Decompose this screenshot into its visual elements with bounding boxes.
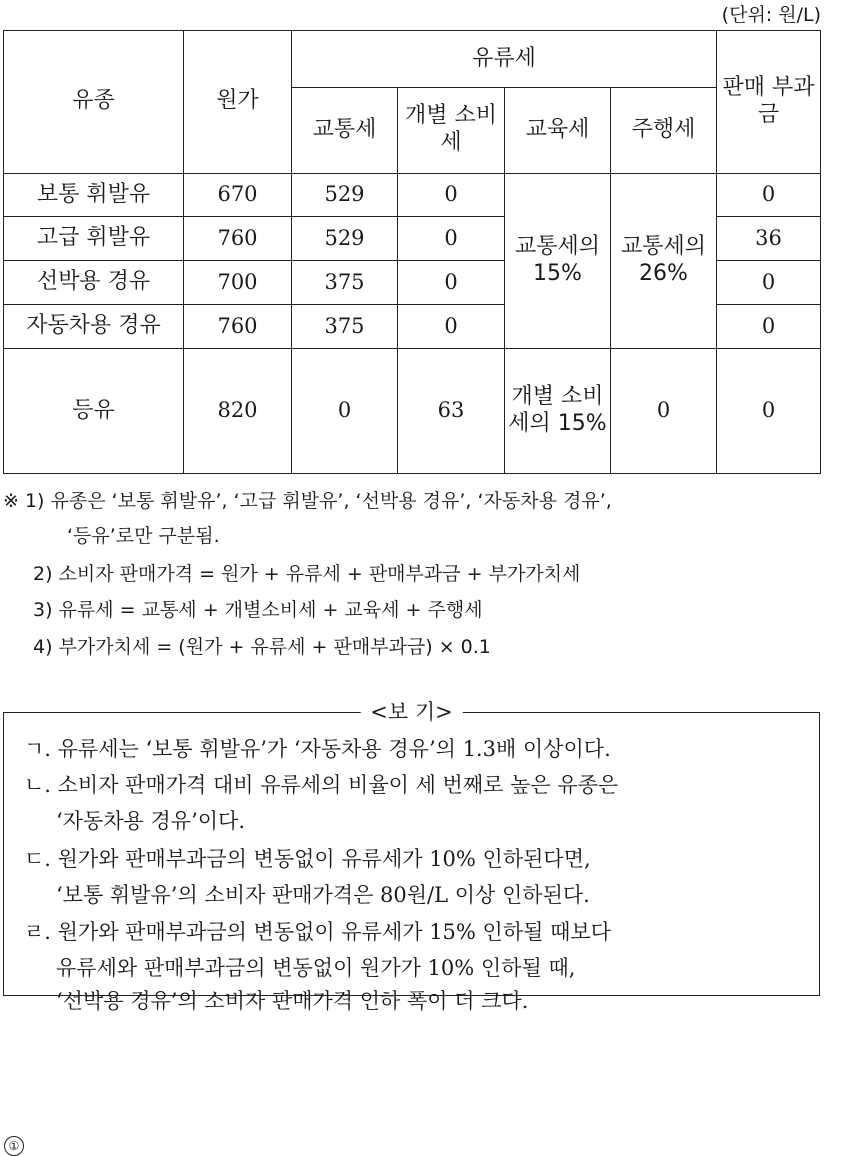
answer-choice-marker[interactable]: ① [4, 1136, 24, 1156]
cell-transport-tax: 0 [292, 348, 398, 473]
header-fuel-tax: 유류세 [292, 31, 717, 88]
unit-label: (단위: 원/L) [721, 4, 821, 26]
header-special-tax: 개별 소비세 [398, 88, 505, 174]
bogi-item-giyeok: ㄱ. 유류세는 ‘보통 휘발유’가 ‘자동차용 경유’의 1.3배 이상이다. [24, 737, 611, 761]
cell-driving-tax: 0 [611, 348, 717, 473]
fuel-tax-table [3, 30, 821, 474]
cell-cost: 670 [184, 173, 292, 217]
bogi-item-nieun: ㄴ. 소비자 판매가격 대비 유류세의 비율이 세 번째로 높은 유종은 [24, 773, 619, 797]
cell-transport-tax: 529 [292, 173, 398, 217]
cell-special-tax: 0 [398, 261, 505, 305]
cell-cost: 700 [184, 261, 292, 305]
table-row [4, 173, 821, 217]
table-header-row [4, 31, 821, 88]
bogi-item-rieul-cont2: ‘선박용 경유’의 소비자 판매가격 인하 폭이 더 크다. [56, 989, 529, 1013]
header-transport-tax: 교통세 [292, 88, 398, 174]
cell-transport-tax: 529 [292, 217, 398, 261]
cell-transport-tax: 375 [292, 305, 398, 349]
cell-education-tax: 개별 소비세의 15% [505, 348, 611, 473]
footnote-1-cont: ‘등유’로만 구분됨. [67, 525, 220, 547]
header-sales-levy: 판매 부과금 [717, 31, 821, 174]
header-education-tax: 교육세 [505, 88, 611, 174]
header-cost: 원가 [184, 31, 292, 174]
cell-special-tax: 0 [398, 305, 505, 349]
bogi-item-digeut-cont: ‘보통 휘발유’의 소비자 판매가격은 80원/L 이상 인하된다. [56, 883, 590, 907]
cell-special-tax: 63 [398, 348, 505, 473]
header-fuel: 유종 [4, 31, 184, 174]
header-driving-tax: 주행세 [611, 88, 717, 174]
cell-sales-levy: 0 [717, 305, 821, 349]
cell-driving-merged: 교통세의 26% [611, 173, 717, 348]
cell-sales-levy: 0 [717, 348, 821, 473]
bogi-item-rieul-cont: 유류세와 판매부과금의 변동없이 원가가 10% 인하될 때, [56, 956, 576, 980]
bogi-item-rieul: ㄹ. 원가와 판매부과금의 변동없이 유류세가 15% 인하될 때보다 [24, 920, 611, 944]
footnote-2: 2) 소비자 판매가격 = 원가 + 유류세 + 판매부과금 + 부가가치세 [33, 563, 581, 585]
table-row [4, 348, 821, 473]
cell-cost: 760 [184, 217, 292, 261]
cell-education-merged: 교통세의 15% [505, 173, 611, 348]
bogi-title: <보 기> [360, 698, 462, 726]
footnote-1: ※ 1) 유종은 ‘보통 휘발유’, ‘고급 휘발유’, ‘선박용 경유’, ‘자동차용 경유’, [3, 490, 612, 512]
footnote-4: 4) 부가가치세 = (원가 + 유류세 + 판매부과금) × 0.1 [33, 636, 491, 658]
cell-special-tax: 0 [398, 173, 505, 217]
cell-cost: 820 [184, 348, 292, 473]
bogi-item-nieun-cont: ‘자동차용 경유’이다. [56, 809, 245, 833]
bogi-box [3, 712, 820, 1013]
cell-fuel: 선박용 경유 [4, 261, 184, 305]
cell-special-tax: 0 [398, 217, 505, 261]
cell-transport-tax: 375 [292, 261, 398, 305]
cell-fuel: 고급 휘발유 [4, 217, 184, 261]
cell-sales-levy: 36 [717, 217, 821, 261]
cell-cost: 760 [184, 305, 292, 349]
cell-fuel: 자동차용 경유 [4, 305, 184, 349]
cell-sales-levy: 0 [717, 173, 821, 217]
footnote-3: 3) 유류세 = 교통세 + 개별소비세 + 교육세 + 주행세 [33, 599, 483, 621]
cell-fuel: 보통 휘발유 [4, 173, 184, 217]
cell-fuel: 등유 [4, 348, 184, 473]
cell-sales-levy: 0 [717, 261, 821, 305]
bogi-section [3, 698, 820, 1013]
bogi-item-digeut: ㄷ. 원가와 판매부과금의 변동없이 유류세가 10% 인하된다면, [24, 847, 591, 871]
